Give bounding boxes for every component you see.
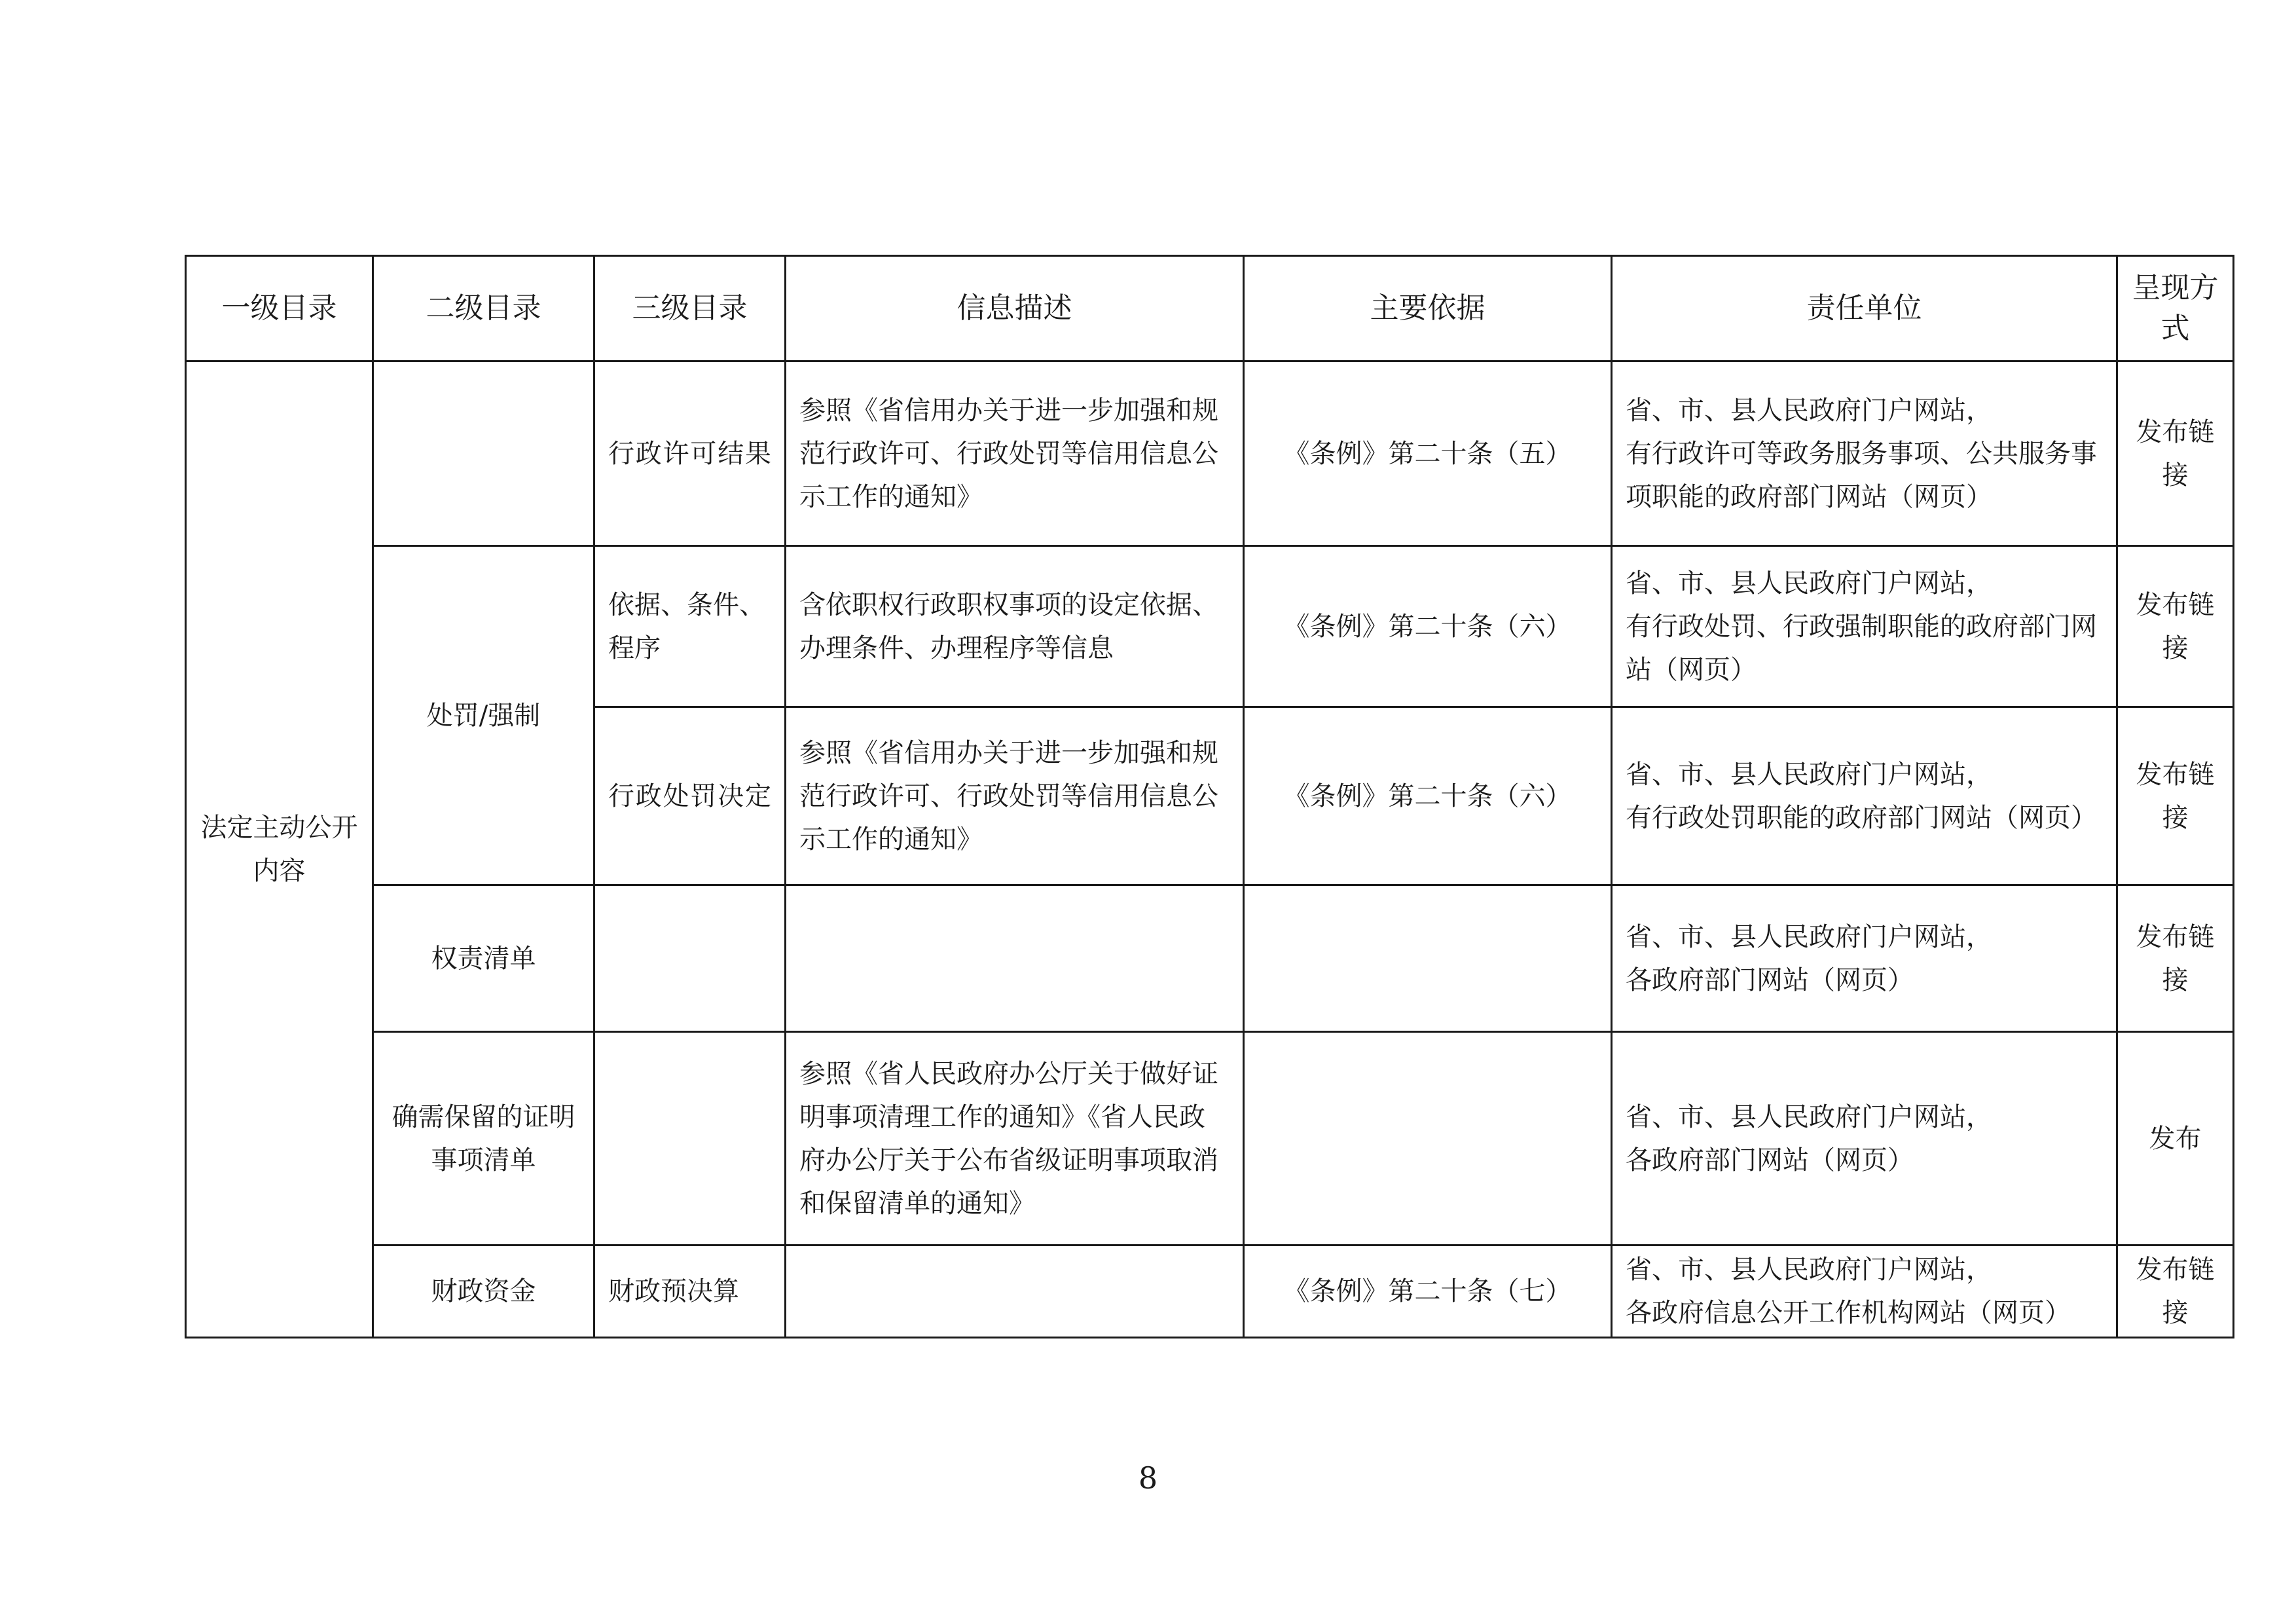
level2-cell: 权责清单 — [373, 885, 594, 1032]
responsible-cell — [1612, 546, 2117, 707]
table-row — [186, 546, 2234, 707]
level1-cell: 法定主动公开内容 — [186, 361, 373, 1338]
method-cell: 发布 — [2117, 1032, 2234, 1246]
responsible-line: 有行政许可等政务服务事项、公共服务事项职能的政府部门网站（网页） — [1626, 438, 2097, 512]
responsible-line: 省、市、县人民政府门户网站， — [1626, 1101, 1992, 1132]
responsible-line: 有行政处罚职能的政府部门网站（网页） — [1626, 802, 2097, 833]
method-cell: 发布链接 — [2117, 546, 2234, 707]
level3-cell-empty — [594, 1032, 786, 1246]
level2-cell: 处罚/强制 — [373, 546, 594, 885]
header-level3: 三级目录 — [594, 256, 786, 361]
method-cell: 发布链接 — [2117, 361, 2234, 546]
description-cell: 含依职权行政职权事项的设定依据、办理条件、办理程序等信息 — [786, 546, 1244, 707]
responsible-line: 省、市、县人民政府门户网站， — [1626, 1255, 1992, 1285]
table-row — [186, 1246, 2234, 1338]
level3-cell: 依据、条件、程序 — [594, 546, 786, 707]
catalog-table — [185, 255, 2234, 1338]
basis-cell: 《条例》第二十条（六） — [1244, 707, 1612, 885]
table-row — [186, 885, 2234, 1032]
page-number: 8 — [1138, 1460, 1158, 1496]
method-cell: 发布链接 — [2117, 1246, 2234, 1338]
basis-cell-empty — [1244, 1032, 1612, 1246]
level3-cell-empty — [594, 885, 786, 1032]
responsible-cell — [1612, 707, 2117, 885]
level3-cell: 行政许可结果 — [594, 361, 786, 546]
description-cell: 参照《省信用办关于进一步加强和规范行政许可、行政处罚等信用信息公示工作的通知》 — [786, 361, 1244, 546]
table-row — [186, 361, 2234, 546]
description-cell-empty — [786, 885, 1244, 1032]
basis-cell: 《条例》第二十条（七） — [1244, 1246, 1612, 1338]
responsible-line: 省、市、县人民政府门户网站， — [1626, 395, 1992, 426]
responsible-line: 有行政处罚、行政强制职能的政府部门网站（网页） — [1626, 611, 2097, 685]
header-method: 呈现方式 — [2117, 256, 2234, 361]
description-cell-empty — [786, 1246, 1244, 1338]
responsible-line: 省、市、县人民政府门户网站， — [1626, 568, 1992, 599]
header-responsible: 责任单位 — [1612, 256, 2117, 361]
description-cell: 参照《省人民政府办公厅关于做好证明事项清理工作的通知》《省人民政府办公厅关于公布省级证明事项取消和保留清单的通知》 — [786, 1032, 1244, 1246]
table-row — [186, 1032, 2234, 1246]
description-cell: 参照《省信用办关于进一步加强和规范行政许可、行政处罚等信用信息公示工作的通知》 — [786, 707, 1244, 885]
header-basis: 主要依据 — [1244, 256, 1612, 361]
responsible-line: 各政府部门网站（网页） — [1626, 1145, 1914, 1175]
header-description: 信息描述 — [786, 256, 1244, 361]
basis-cell: 《条例》第二十条（六） — [1244, 546, 1612, 707]
level2-cell: 确需保留的证明事项清单 — [373, 1032, 594, 1246]
responsible-line: 各政府部门网站（网页） — [1626, 965, 1914, 995]
header-level1: 一级目录 — [186, 256, 373, 361]
level2-cell: 财政资金 — [373, 1246, 594, 1338]
responsible-line: 省、市、县人民政府门户网站， — [1626, 759, 1992, 790]
responsible-line: 省、市、县人民政府门户网站， — [1626, 921, 1992, 952]
level3-cell: 财政预决算 — [594, 1246, 786, 1338]
basis-cell-empty — [1244, 885, 1612, 1032]
header-level2: 二级目录 — [373, 256, 594, 361]
responsible-line: 各政府信息公开工作机构网站（网页） — [1626, 1298, 2071, 1328]
level3-cell: 行政处罚决定 — [594, 707, 786, 885]
table-header-row — [186, 256, 2234, 361]
responsible-cell — [1612, 1246, 2117, 1338]
responsible-cell — [1612, 1032, 2117, 1246]
responsible-cell — [1612, 361, 2117, 546]
level2-cell-empty — [373, 361, 594, 546]
basis-cell: 《条例》第二十条（五） — [1244, 361, 1612, 546]
method-cell: 发布链接 — [2117, 885, 2234, 1032]
responsible-cell — [1612, 885, 2117, 1032]
method-cell: 发布链接 — [2117, 707, 2234, 885]
